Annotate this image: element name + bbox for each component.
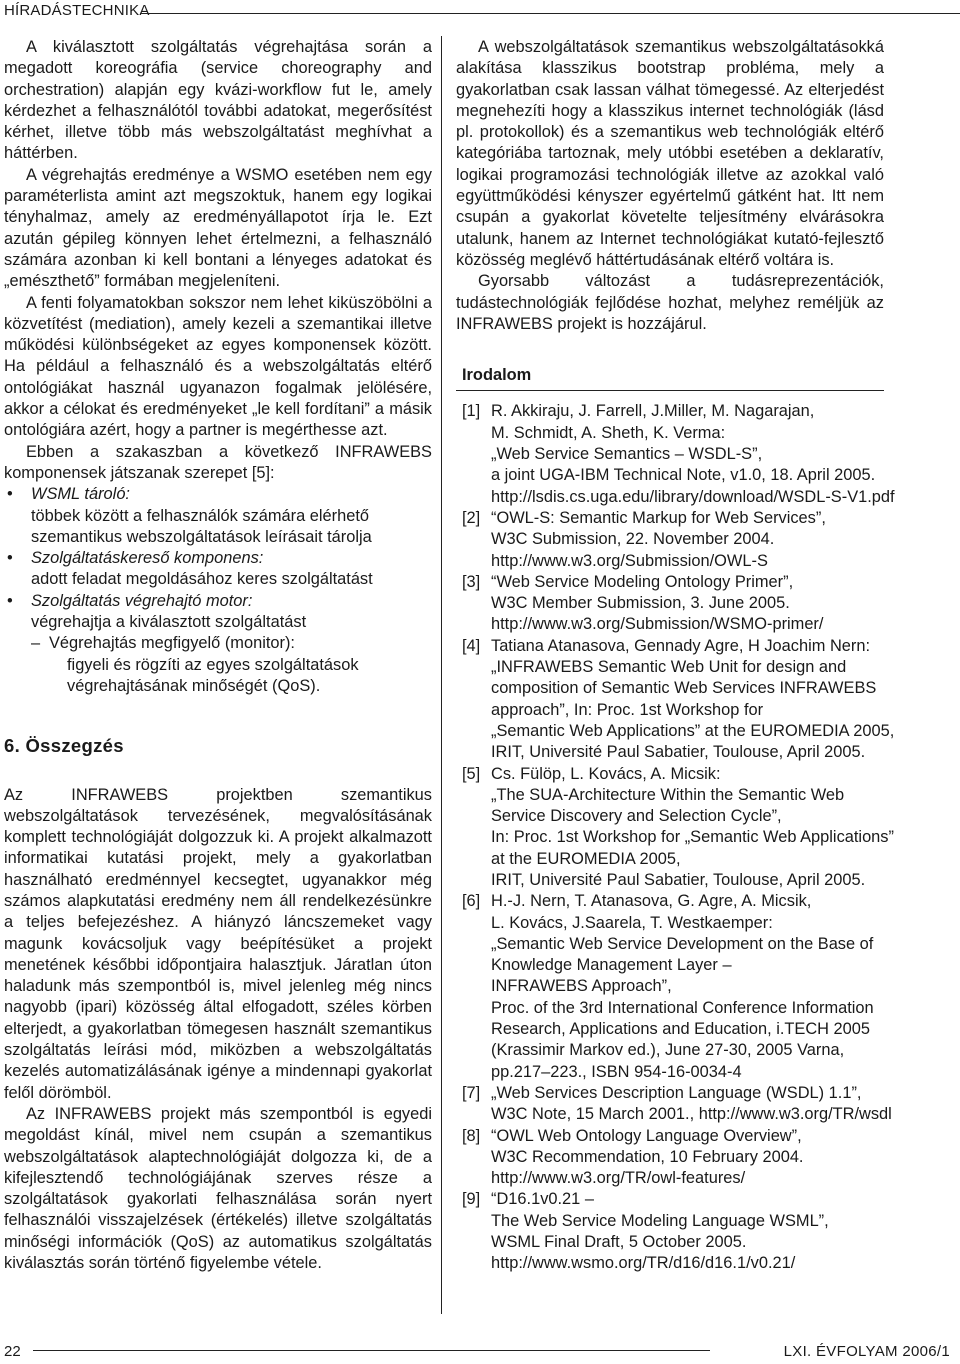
- bullet-icon: •: [7, 485, 13, 504]
- reference-number: [8]: [462, 1126, 481, 1145]
- reference-line: W3C Member Submission, 3. June 2005.: [491, 594, 790, 613]
- list-item: [4, 484, 432, 548]
- component-title: WSML tároló:: [31, 485, 130, 504]
- reference-number: [6]: [462, 892, 481, 911]
- subcomponent-title: Végrehajtás megfigyelő (monitor):: [49, 634, 295, 653]
- reference-line: composition of Semantic Web Services INFRAWEBS: [491, 679, 877, 698]
- reference-item: [462, 401, 895, 507]
- reference-line: W3C Submission, 22. November 2004.: [491, 530, 775, 549]
- body-paragraph: A végrehajtás eredménye a WSMO esetében nem egy paraméterlista amint azt megszoktuk, hanem egy logikai tényhalmaz, amely az eredményállapotot írja le. Ezt azután gépileg könnyen lehet értelmezni, a felhasználó számára azonban ki kell bontani a lényeges adatokat és „emészthető” formában megjeleníteni.: [4, 165, 432, 291]
- body-paragraph: Az INFRAWEBS projektben szemantikus webszolgáltatások tervezésének, megvalósításának komplett technológiáját dolgozzuk ki. A projekt alkalmazott informatikai kutatási projekt, mely a gyakorlatban használható eredménnyel kecsegtet, ugyanakkor még számos alapkutatási eredmény nem áll rendelkezésünkre a teljes befejezéshez. A hiányzó láncszemeket vagy magunk kovácsoljuk vagy beépítésüket a projekt menetének későbbi időpontjaira halasztjuk. Járatlan úton haladunk más szempontból is, mivel jelenleg még nincs nagyobb (ipari) közösség által elfogadott, széles körben elterjedt, a gyakorlatban tömegesen használt szemantikus szolgáltatás leírási mód, miközben a webszolgáltatás kezelés automatizálásának igénye a mindennapi gyakorlat felől dörömböl.: [4, 785, 432, 1102]
- reference-line: IRIT, Université Paul Sabatier, Toulouse, April 2005.: [491, 870, 866, 889]
- body-paragraph: Az INFRAWEBS projekt más szempontból is egyedi megoldást kínál, mivel nem csupán a szemantikus webszolgáltatások alaptechnológiáját dolgozza ki, de a kifejlesztendő technológiájának szerves része a szolgáltatások gyakorlati felhasználása során nyert felhasználói visszajelzések (értékelés) illetve szolgáltatás minőségi információk (QoS) az automatikus szolgáltatás kiválasztás során történő figyelembe vétele.: [4, 1104, 432, 1273]
- reference-line: W3C Note, 15 March 2001., http://www.w3.org/TR/wsdl: [491, 1105, 892, 1124]
- list-item: [4, 548, 432, 591]
- journal-title: HÍRADÁSTECHNIKA: [4, 2, 150, 19]
- reference-line: Research, Applications and Education, i.TECH 2005: [491, 1020, 871, 1039]
- reference-line: Cs. Fülöp, L. Kovács, A. Micsik:: [491, 764, 721, 783]
- reference-line: pp.217–223., ISBN 954-16-0034-4: [491, 1062, 742, 1081]
- section-heading: 6. Összegzés: [4, 735, 124, 757]
- reference-item: [462, 891, 884, 1083]
- reference-item: [462, 1189, 884, 1274]
- body-paragraph: Ebben a szakaszban a következő INFRAWEBS komponensek játszanak szerepet [5]:: [4, 442, 432, 482]
- bullet-icon: •: [7, 591, 13, 610]
- reference-number: [2]: [462, 508, 481, 527]
- reference-line: M. Schmidt, A. Sheth, K. Verma:: [491, 423, 726, 442]
- reference-line: Service Discovery and Selection Cycle”,: [491, 807, 782, 826]
- component-description: többek között a felhasználók számára elérhető szemantikus webszolgáltatások leírásait tárolja: [31, 506, 372, 546]
- reference-item: [462, 764, 894, 892]
- dash-icon: –: [31, 634, 41, 653]
- reference-line: The Web Service Modeling Language WSML”,: [491, 1211, 829, 1230]
- body-paragraph: A webszolgáltatások szemantikus webszolgáltatásokká alakítása klasszikus bootstrap probléma, mely a gyakorlatban csak lassan válhat tömegessé. Az elterjedést megnehezíti hogy a klasszikus internet technológiák (lásd pl. protokollok) és a szemantikus web technológiák eltérő kategóriába tartoznak, mely utóbbi esetében a deklaratív, logikai programozási technológiák illetve az azokkal való együttműködési kényszer egyértelmű gátként hat. Itt nem csupán a gyakorlat követelte teljesítmény elvárásokra utalunk, hanem az Internet technológiákat kutató-fejlesztő közösség meglévő háttértudásának eltérő voltára is.: [456, 38, 884, 269]
- reference-line: “OWL Web Ontology Language Overview”,: [491, 1126, 802, 1145]
- header-rule: [140, 13, 960, 14]
- volume-label: LXI. ÉVFOLYAM 2006/1: [783, 1343, 950, 1360]
- reference-item: [462, 1126, 884, 1190]
- reference-line: “D16.1v0.21 –: [491, 1190, 594, 1209]
- sub-list-item: [4, 633, 432, 697]
- bullet-icon: •: [7, 549, 13, 568]
- reference-number: [4]: [462, 636, 481, 655]
- reference-line: Proc. of the 3rd International Conference Information: [491, 998, 874, 1017]
- reference-line: a joint UGA-IBM Technical Note, v1.0, 18. April 2005.: [491, 466, 876, 485]
- component-description: adott feladat megoldásához keres szolgáltatást: [31, 570, 373, 589]
- reference-line: „Semantic Web Service Development on the Base of: [491, 934, 874, 953]
- reference-line: (Krassimir Markov ed.), June 27-30, 2005 Varna,: [491, 1041, 845, 1060]
- component-description: végrehajtja a kiválasztott szolgáltatást: [31, 613, 307, 632]
- footer-rule: [33, 1350, 710, 1351]
- right-column: [456, 37, 895, 1275]
- column-divider: [441, 36, 442, 1314]
- subcomponent-description: figyeli és rögzíti az egyes szolgáltatások végrehajtásának minőségét (QoS).: [67, 655, 359, 695]
- reference-line: WSML Final Draft, 5 October 2005.: [491, 1233, 747, 1252]
- references-list: [456, 401, 895, 1274]
- reference-number: [3]: [462, 572, 481, 591]
- reference-number: [9]: [462, 1190, 481, 1209]
- reference-line: Knowledge Management Layer –: [491, 956, 732, 975]
- component-title: Szolgáltatás végrehajtó motor:: [31, 591, 253, 610]
- reference-number: [5]: [462, 764, 481, 783]
- reference-line: INFRAWEBS Approach”,: [491, 977, 672, 996]
- references-heading: Irodalom: [456, 365, 884, 391]
- components-list: [4, 484, 432, 697]
- reference-line: H.-J. Nern, T. Atanasova, G. Agre, A. Micsik,: [491, 892, 812, 911]
- reference-line: „Web Service Semantics – WSDL-S”,: [491, 445, 763, 464]
- body-paragraph: Gyorsabb változást a tudásreprezentációk, tudástechnológiák fejlődése hozhat, melyhez reméljük az INFRAWEBS projekt is hozzájárul.: [456, 272, 884, 333]
- body-paragraph: A kiválasztott szolgáltatás végrehajtása során a megadott koreográfia (service choreography and orchestration) alapján egy kvázi-workflow fut le, amely kérdezhet a felhasználótól további adatokat, megerősítést kérhet, illetve több más webszolgáltatást meghívhat a háttérben.: [4, 38, 432, 163]
- left-column: [4, 37, 432, 1274]
- reference-line: „INFRAWEBS Semantic Web Unit for design and: [491, 658, 847, 677]
- reference-number: [1]: [462, 402, 481, 421]
- reference-line: at the EUROMEDIA 2005,: [491, 849, 681, 868]
- reference-item: [462, 636, 895, 764]
- reference-line: “OWL-S: Semantic Markup for Web Services”,: [491, 508, 826, 527]
- reference-line: „The SUA-Architecture Within the Semantic Web: [491, 785, 845, 804]
- list-item: [4, 591, 432, 697]
- reference-line: Tatiana Atanasova, Gennady Agre, H Joachim Nern:: [491, 636, 871, 655]
- reference-line: In: Proc. 1st Workshop for „Semantic Web Applications”: [491, 828, 894, 847]
- page-number: 22: [4, 1343, 21, 1360]
- reference-line: “Web Service Modeling Ontology Primer”,: [491, 572, 794, 591]
- reference-line: http://www.w3.org/TR/owl-features/: [491, 1169, 746, 1188]
- reference-item: [462, 1083, 892, 1126]
- reference-item: [462, 572, 884, 636]
- reference-line: http://lsdis.cs.uga.edu/library/download/WSDL-S-V1.pdf: [491, 487, 895, 506]
- reference-line: approach”, In: Proc. 1st Workshop for: [491, 700, 764, 719]
- reference-line: R. Akkiraju, J. Farrell, J.Miller, M. Nagarajan,: [491, 402, 815, 421]
- component-title: Szolgáltatáskereső komponens:: [31, 549, 264, 568]
- reference-line: L. Kovács, J.Saarela, T. Westkaemper:: [491, 913, 773, 932]
- body-paragraph: A fenti folyamatokban sokszor nem lehet kiküszöbölni a közvetítést (mediation), amely kezeli a szemantikai illetve működési különbségeket az egyes komponensek között. Ha például a felhasználó és a webszolgáltatás eltérő ontológiákat használ ugyanazon fogalmak jelölésére, akkor a célokat és eredményeket „le kell fordítani” a másik ontológiára azért, hogy a partner is megérthesse azt.: [4, 293, 432, 440]
- reference-line: „Web Services Description Language (WSDL) 1.1”,: [491, 1083, 862, 1102]
- reference-line: http://www.w3.org/Submission/WSMO-primer/: [491, 615, 824, 634]
- reference-number: [7]: [462, 1083, 481, 1102]
- reference-line: http://www.wsmo.org/TR/d16/d16.1/v0.21/: [491, 1254, 796, 1273]
- reference-line: „Semantic Web Applications” at the EUROMEDIA 2005,: [491, 721, 895, 740]
- reference-item: [462, 508, 884, 572]
- reference-line: W3C Recommendation, 10 February 2004.: [491, 1147, 804, 1166]
- reference-line: http://www.w3.org/Submission/OWL-S: [491, 551, 768, 570]
- reference-line: IRIT, Université Paul Sabatier, Toulouse, April 2005.: [491, 743, 866, 762]
